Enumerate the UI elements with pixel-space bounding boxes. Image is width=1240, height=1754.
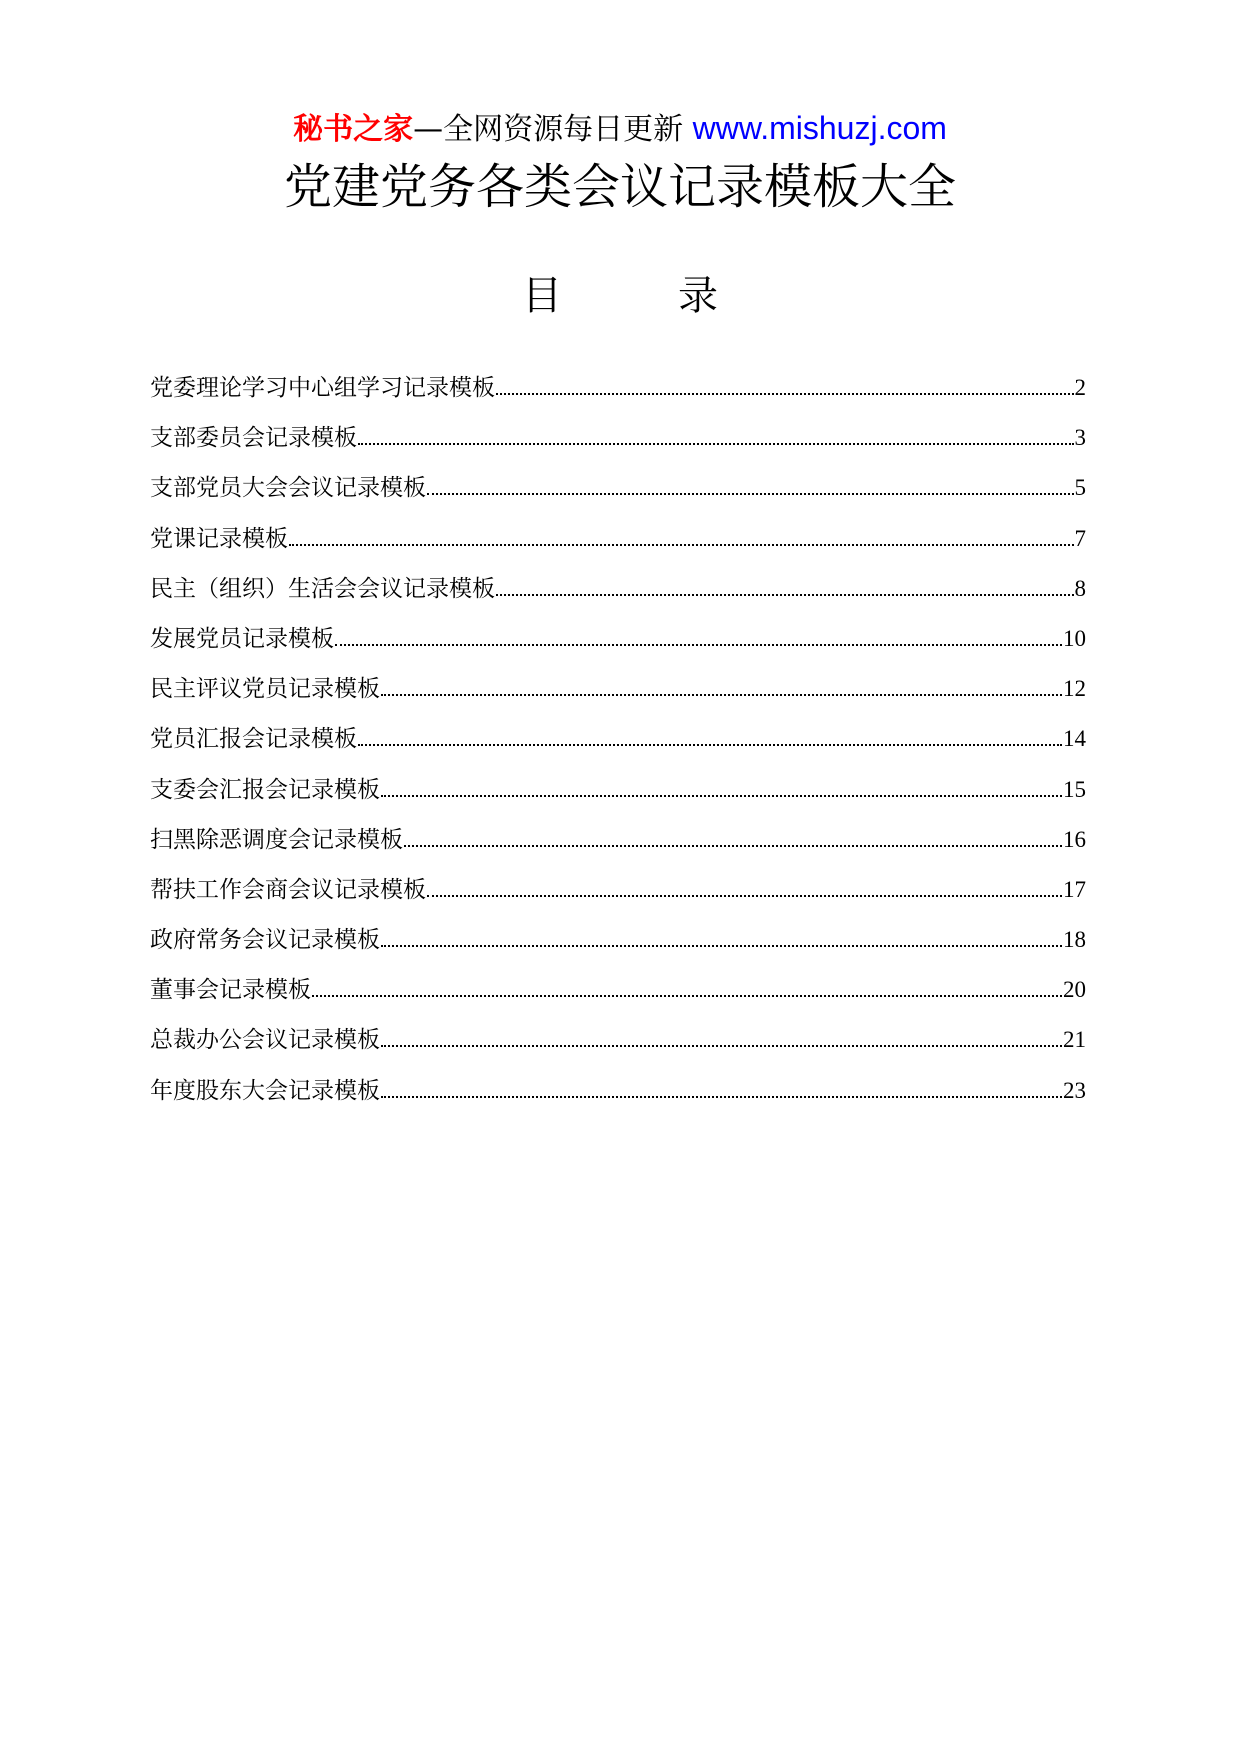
dot-leader [404, 845, 1062, 847]
dot-leader [381, 795, 1062, 797]
toc-entry-page: 20 [1063, 977, 1086, 1003]
toc-entry-page: 10 [1063, 625, 1086, 651]
dot-leader [312, 995, 1062, 997]
toc-entry-page: 23 [1063, 1077, 1086, 1103]
toc-entry-page: 7 [1074, 525, 1086, 551]
toc-entry-title: 党课记录模板 [150, 525, 288, 552]
toc-entry[interactable] [150, 574, 1086, 624]
dot-leader [381, 945, 1062, 947]
toc-entry-page: 5 [1074, 475, 1086, 501]
toc-entry-page: 3 [1074, 425, 1086, 451]
toc-entry[interactable] [150, 875, 1086, 925]
toc-entry-title: 党员汇报会记录模板 [150, 726, 357, 753]
toc-entry-title: 发展党员记录模板 [150, 625, 334, 652]
dot-leader [289, 544, 1074, 546]
toc-entry[interactable] [150, 1025, 1086, 1075]
toc-entry-title: 支委会汇报会记录模板 [150, 776, 380, 803]
brand-name: 秘书之家 [293, 112, 414, 147]
toc-entry[interactable] [150, 975, 1086, 1025]
site-url-link[interactable]: www.mishuzj.com [692, 110, 947, 146]
toc-entry-page: 15 [1063, 776, 1086, 802]
toc-entry-title: 支部委员会记录模板 [150, 425, 357, 452]
toc-entry-page: 16 [1063, 826, 1086, 852]
toc-entry-page: 18 [1063, 927, 1086, 953]
toc-entry-page: 14 [1063, 726, 1086, 752]
toc-entry-title: 党委理论学习中心组学习记录模板 [150, 375, 495, 401]
toc-entry[interactable] [150, 373, 1086, 423]
dot-leader [427, 493, 1074, 495]
dot-leader [381, 694, 1062, 696]
toc-entry[interactable] [150, 825, 1086, 875]
dot-leader [358, 744, 1062, 746]
toc-entry[interactable] [150, 925, 1086, 975]
toc-entry[interactable] [150, 1076, 1086, 1126]
toc-entry[interactable] [150, 423, 1086, 473]
toc-entry-title: 年度股东大会记录模板 [150, 1077, 380, 1104]
toc-entry-title: 民主（组织）生活会会议记录模板 [150, 575, 495, 602]
dot-leader [427, 895, 1062, 897]
toc-entry-page: 2 [1074, 375, 1086, 400]
banner-tagline: —全网资源每日更新 [413, 112, 684, 147]
dot-leader [496, 594, 1074, 596]
toc-list [150, 373, 1086, 1126]
toc-entry-title: 民主评议党员记录模板 [150, 676, 380, 703]
dot-leader [358, 443, 1074, 445]
toc-entry-title: 总裁办公会议记录模板 [150, 1027, 380, 1054]
toc-entry-title: 政府常务会议记录模板 [150, 927, 380, 954]
document-title: 党建党务各类会议记录模板大全 [283, 159, 956, 215]
toc-entry[interactable] [150, 473, 1086, 523]
toc-heading [0, 268, 1240, 324]
dot-leader [381, 1045, 1062, 1047]
site-banner [0, 108, 1240, 150]
toc-entry-title: 董事会记录模板 [150, 977, 311, 1004]
toc-entry[interactable] [150, 674, 1086, 724]
toc-entry-page: 8 [1074, 575, 1086, 601]
toc-entry[interactable] [150, 724, 1086, 774]
dot-leader [335, 644, 1062, 646]
toc-heading-right: 录 [678, 273, 718, 319]
toc-entry[interactable] [150, 624, 1086, 674]
toc-entry-title: 扫黑除恶调度会记录模板 [150, 826, 403, 853]
toc-entry-title: 支部党员大会会议记录模板 [150, 475, 426, 502]
toc-entry[interactable] [150, 775, 1086, 825]
dot-leader [496, 393, 1074, 395]
toc-entry-page: 21 [1063, 1027, 1086, 1053]
toc-entry-page: 12 [1063, 676, 1086, 702]
toc-entry-title: 帮扶工作会商会议记录模板 [150, 876, 426, 903]
toc-heading-left: 目 [522, 273, 562, 319]
toc-entry[interactable] [150, 524, 1086, 574]
toc-entry-page: 17 [1063, 876, 1086, 902]
dot-leader [381, 1096, 1062, 1098]
